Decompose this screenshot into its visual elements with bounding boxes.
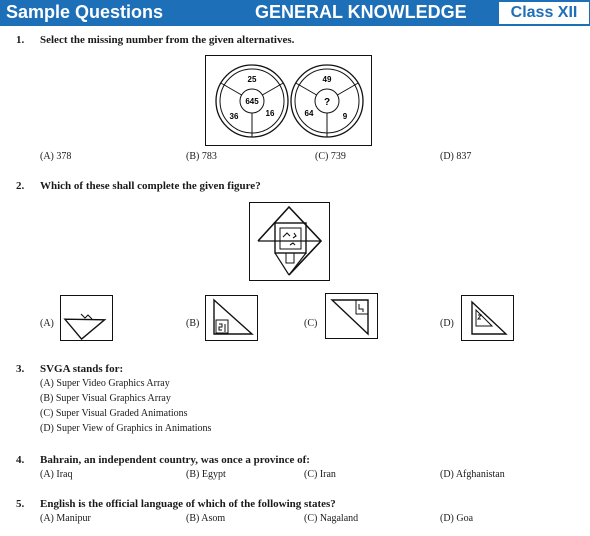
wheel1-center: 645	[245, 97, 259, 106]
wheel1-left: 36	[229, 112, 239, 121]
q5-option-b[interactable]: (B) Asom	[186, 513, 226, 524]
q2-option-a-label[interactable]: (A)	[40, 318, 54, 329]
q2-option-d-label[interactable]: (D)	[440, 318, 454, 329]
question-1-text: Select the missing number from the given alternatives.	[40, 34, 295, 46]
wheel2-left: 64	[304, 109, 314, 118]
q3-option-a[interactable]: (A) Super Video Graphics Array	[40, 378, 170, 389]
question-5-text: English is the official language of which of the following states?	[40, 498, 336, 510]
question-3-number: 3.	[16, 363, 25, 375]
q4-option-b[interactable]: (B) Egypt	[186, 469, 226, 480]
sample-questions-title: Sample Questions	[6, 2, 164, 22]
question-4-text: Bahrain, an independent country, was once a province of:	[40, 454, 310, 466]
question-5-number: 5.	[16, 498, 25, 510]
q3-option-d[interactable]: (D) Super View of Graphics in Animations	[40, 423, 212, 434]
q3-option-c[interactable]: (C) Super Visual Graded Animations	[40, 408, 188, 419]
pattern-question-figure	[249, 202, 330, 281]
wheel2-right: 9	[342, 112, 348, 121]
question-2-text: Which of these shall complete the given figure?	[40, 180, 261, 192]
q2-option-b-figure[interactable]	[205, 295, 258, 341]
wheel-right	[291, 65, 363, 137]
question-3-text: SVGA stands for:	[40, 363, 124, 375]
q2-option-d-figure[interactable]	[461, 295, 514, 341]
q1-option-a[interactable]: (A) 378	[40, 151, 72, 162]
number-wheels-figure	[205, 55, 372, 146]
q2-option-a-figure[interactable]	[60, 295, 113, 341]
wheel1-right: 16	[265, 109, 275, 118]
q3-option-b[interactable]: (B) Super Visual Graphics Array	[40, 393, 171, 404]
question-4-number: 4.	[16, 454, 25, 466]
q1-option-d[interactable]: (D) 837	[440, 151, 472, 162]
wheel2-center: ?	[323, 97, 331, 108]
q1-option-c[interactable]: (C) 739	[315, 151, 346, 162]
q5-option-a[interactable]: (A) Manipur	[40, 513, 91, 524]
q4-option-c[interactable]: (C) Iran	[304, 469, 336, 480]
wheel1-top: 25	[247, 75, 257, 84]
question-2-number: 2.	[16, 180, 25, 192]
wheel-left	[216, 65, 288, 137]
subject-title: GENERAL KNOWLEDGE	[255, 2, 467, 22]
q2-option-c-figure[interactable]	[325, 293, 378, 339]
q2-option-b-label[interactable]: (B)	[186, 318, 200, 329]
q4-option-a[interactable]: (A) Iraq	[40, 469, 73, 480]
q5-option-c[interactable]: (C) Nagaland	[304, 513, 359, 524]
q5-option-d[interactable]: (D) Goa	[440, 513, 474, 524]
q1-option-b[interactable]: (B) 783	[186, 151, 217, 162]
wheel2-top: 49	[322, 75, 332, 84]
class-badge: Class XII	[499, 2, 589, 24]
question-1-number: 1.	[16, 34, 25, 46]
q4-option-d[interactable]: (D) Afghanistan	[440, 469, 505, 480]
q2-option-c-label[interactable]: (C)	[304, 318, 318, 329]
